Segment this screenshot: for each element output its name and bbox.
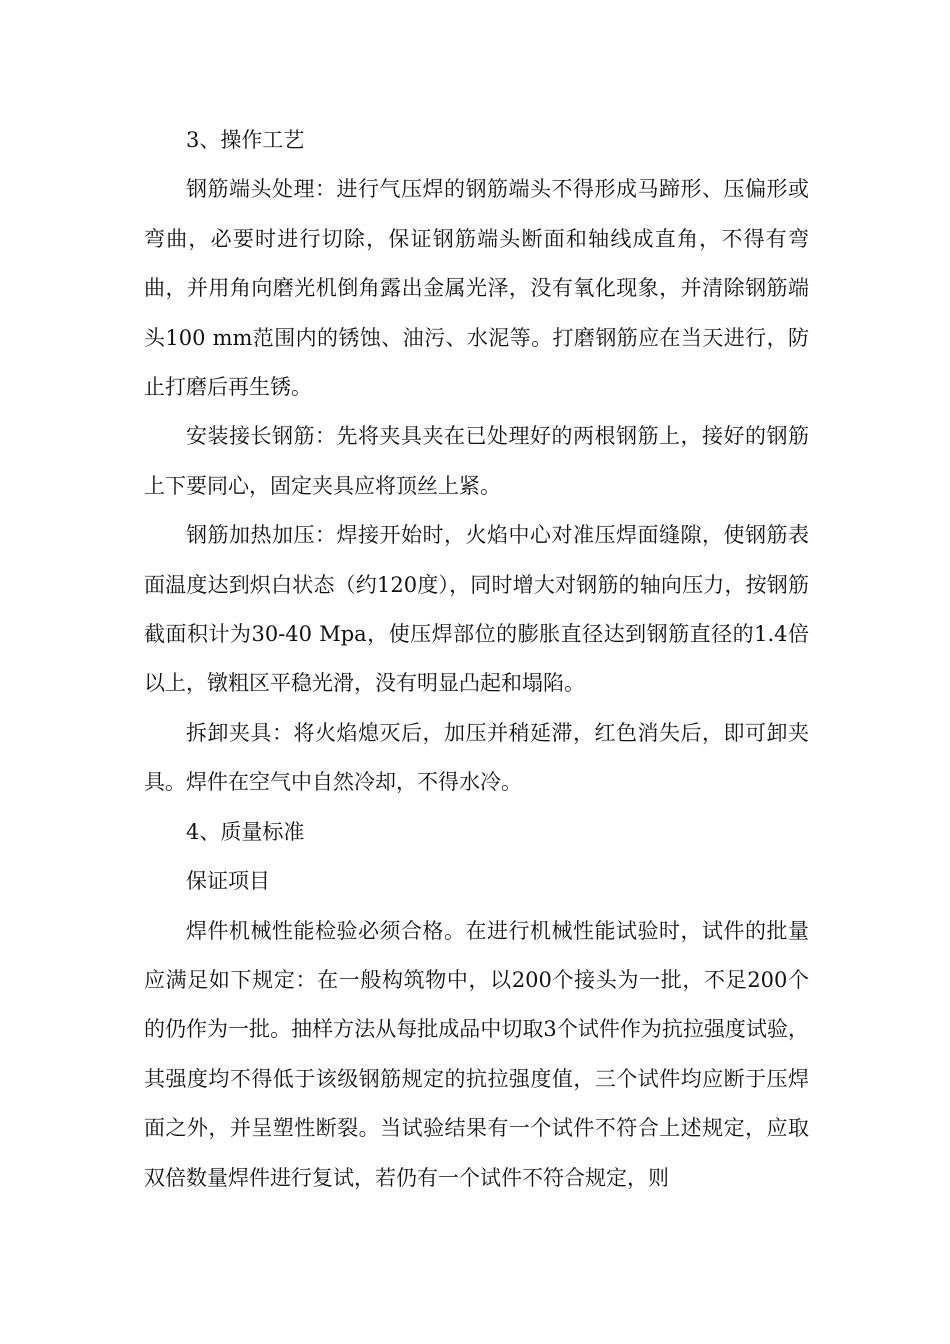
subheading-guarantee-items: 保证项目: [186, 869, 270, 894]
paragraph-heating-pressing: 钢筋加热加压：焊接开始时，火焰中心对准压焊面缝隙，使钢筋表面温度达到炽白状态（约120度），同时增大对钢筋的轴向压力，按钢筋截面积计为30-40 Mpa，使压焊部位的膨胀直径达到钢筋直径的1.4倍以上，镦粗区平稳光滑，没有明显凸起和塌陷。: [144, 523, 809, 696]
paragraph-install-rebar: 安装接长钢筋：先将夹具夹在已处理好的两根钢筋上，接好的钢筋上下要同心，固定夹具应将顶丝上紧。: [144, 424, 809, 498]
document-body: [144, 116, 809, 1203]
paragraph-remove-clamp: 拆卸夹具：将火焰熄灭后，加压并稍延滞，红色消失后，即可卸夹具。焊件在空气中自然冷却，不得水冷。: [144, 720, 809, 795]
paragraph-mechanical-test: 焊件机械性能检验必须合格。在进行机械性能试验时，试件的批量应满足如下规定：在一般构筑物中，以200个接头为一批，不足200个的仍作为一批。抽样方法从每批成品中切取3个试件作为抗拉强度试验，其强度均不得低于该级钢筋规定的抗拉强度值，三个试件均应断于压焊面之外，并呈塑性断裂。当试验结果有一个试件不符合上述规定，应取双倍数量焊件进行复试，若仍有一个试件不符合规定，则: [144, 918, 809, 1190]
section-heading-process: 3、操作工艺: [186, 128, 305, 152]
paragraph-rebar-end-treatment: 钢筋端头处理：进行气压焊的钢筋端头不得形成马蹄形、压偏形或弯曲，必要时进行切除，保证钢筋端头断面和轴线成直角，不得有弯曲，并用角向磨光机倒角露出金属光泽，没有氧化现象，并清除钢筋端头100 mm范围内的锈蚀、油污、水泥等。打磨钢筋应在当天进行，防止打磨后再生锈。: [144, 177, 809, 400]
section-heading-quality-standard: 4、质量标准: [186, 819, 305, 844]
